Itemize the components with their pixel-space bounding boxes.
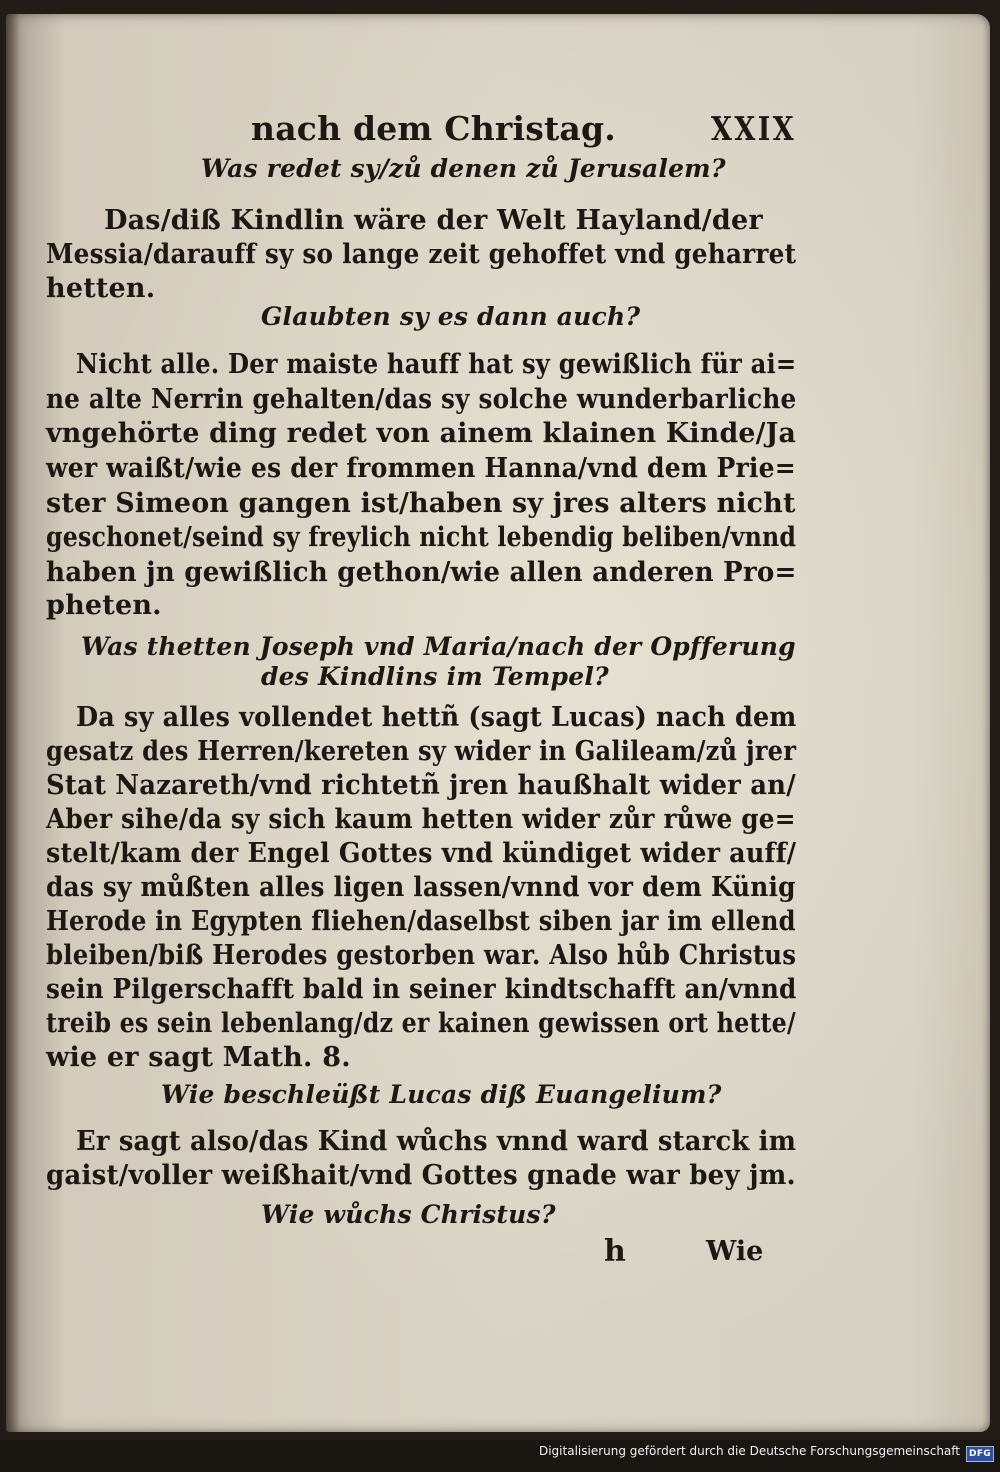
answer-line: stelt/kam der Engel Gottes vnd kündiget wider auff/ [46, 838, 797, 869]
catchword: Wie [706, 1236, 764, 1267]
answer-line: Da sy alles vollendet hettñ (sagt Lucas) nach dem [76, 702, 797, 733]
answer-line: wie er sagt Math. 8. [46, 1042, 351, 1073]
page-gutter-shadow [6, 14, 20, 1432]
answer-line: hetten. [46, 273, 156, 304]
question-line: Wie wůchs Christus? [261, 1200, 556, 1229]
answer-line: geschonet/seind sy freylich nicht lebendig beliben/vnnd [46, 522, 797, 553]
question-line: Was thetten Joseph vnd Maria/nach der Opfferung [81, 632, 796, 661]
answer-line: gesatz des Herren/kereten sy wider in Galileam/zů jrer [46, 736, 797, 767]
question-line: Glaubten sy es dann auch? [261, 302, 641, 331]
answer-line: Nicht alle. Der maiste hauff hat sy gewißlich für ai= [76, 349, 797, 380]
dfg-logo: DFG [966, 1446, 994, 1462]
answer-line: Messia/darauff sy so lange zeit gehoffet vnd geharret [46, 239, 797, 270]
signature-mark: h [604, 1234, 626, 1269]
answer-line: sein Pilgerschafft bald in seiner kindtschafft an/vnnd [46, 974, 797, 1005]
answer-line: pheten. [46, 590, 162, 621]
question-line: Wie beschleüßt Lucas diß Euangelium? [161, 1080, 722, 1109]
answer-line: treib es sein lebenlang/dz er kainen gewissen ort hette/ [46, 1008, 796, 1039]
running-title: nach dem Christag. [251, 109, 616, 148]
answer-line: bleiben/biß Herodes gestorben war. Also hůb Christus [46, 940, 797, 971]
question-line: des Kindlins im Tempel? [261, 662, 609, 691]
answer-line: ster Simeon gangen ist/haben sy jres alters nicht [46, 488, 796, 519]
answer-line: vngehörte ding redet von ainem klainen Kinde/Ja [46, 418, 797, 449]
answer-line: Stat Nazareth/vnd richtetñ jren haußhalt wider an/ [46, 770, 796, 801]
answer-line: Er sagt also/das Kind wůchs vnnd ward starck im [76, 1126, 797, 1157]
answer-line: das sy můßten alles ligen lassen/vnnd vor dem Künig [46, 872, 796, 903]
answer-line: ne alte Nerrin gehalten/das sy solche wunderbarliche [46, 384, 797, 415]
digitization-credit: Digitalisierung gefördert durch die Deutsche Forschungsgemeinschaft [538, 1444, 960, 1458]
answer-line: gaist/voller weißhait/vnd Gottes gnade war bey jm. [46, 1160, 796, 1191]
question-line: Was redet sy/zů denen zů Jerusalem? [201, 154, 726, 183]
answer-line: Herode in Egypten fliehen/daselbst siben jar im ellend [46, 906, 796, 937]
folio-number: XXIX [711, 109, 797, 148]
answer-line: haben jn gewißlich gethon/wie allen anderen Pro= [46, 557, 797, 588]
answer-line: Das/diß Kindlin wäre der Welt Hayland/der [104, 205, 763, 236]
page-text [36, 14, 796, 1432]
answer-line: wer waißt/wie es der frommen Hanna/vnd dem Prie= [46, 453, 796, 484]
answer-line: Aber sihe/da sy sich kaum hetten wider zůr růwe ge= [46, 804, 796, 835]
book-page [6, 14, 990, 1432]
